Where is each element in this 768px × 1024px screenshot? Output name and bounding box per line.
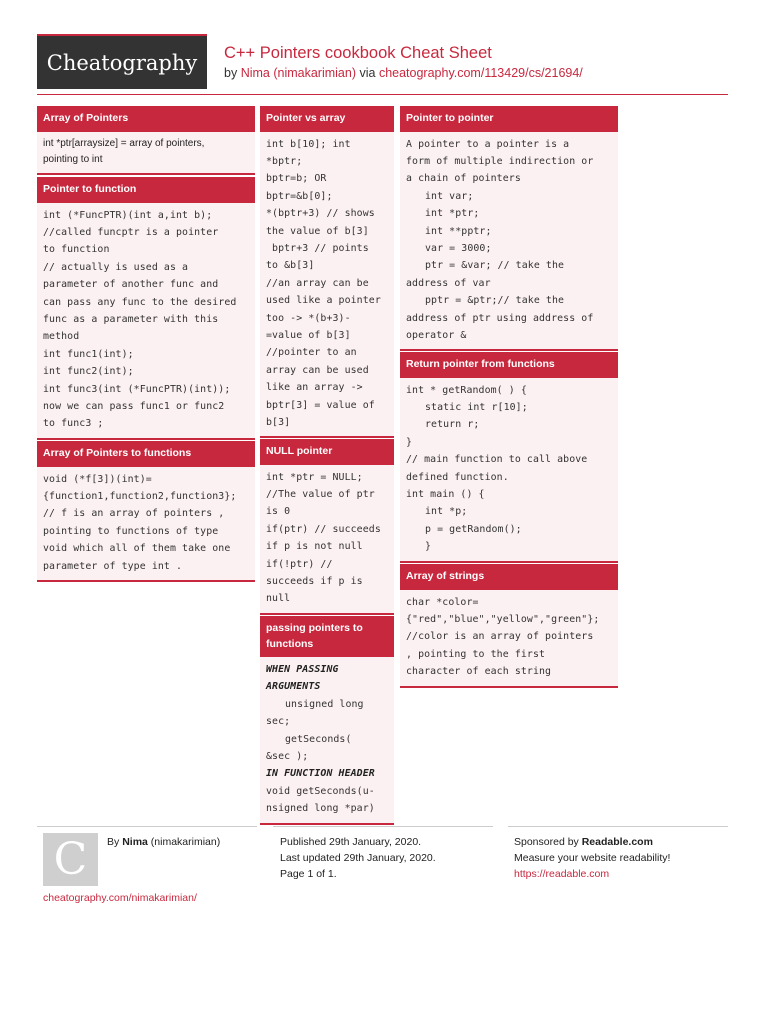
code-line: too -> *(b+3)- bbox=[266, 312, 351, 324]
footer-sponsor-tagline: Measure your website readability! bbox=[514, 852, 671, 864]
code-line: to function bbox=[43, 244, 110, 256]
code-line: int func1(int); bbox=[43, 348, 134, 360]
code-line: } bbox=[425, 541, 432, 553]
code-line: nsigned long *par) bbox=[266, 803, 375, 815]
box-title: Array of Pointers to functions bbox=[37, 441, 255, 467]
code-line: //color is an array of pointers bbox=[406, 631, 594, 643]
sheet-url-link[interactable]: cheatography.com/113429/cs/21694/ bbox=[378, 66, 583, 80]
code-line: int var; bbox=[425, 190, 474, 202]
code-line: {function1,function2,function3}; bbox=[43, 490, 237, 502]
code-line: pointing to functions of type bbox=[43, 525, 219, 537]
code-line: int * getRandom( ) { bbox=[406, 384, 527, 396]
box-title: Pointer vs array bbox=[260, 106, 394, 132]
code-line: A pointer to a pointer is a bbox=[406, 138, 570, 150]
box-title: NULL pointer bbox=[260, 439, 394, 465]
footer-divider bbox=[508, 826, 728, 827]
box-array-of-strings bbox=[400, 564, 618, 688]
code-line: now we can pass func1 or func2 bbox=[43, 400, 225, 412]
code-line: *bptr; bbox=[266, 155, 303, 167]
footer-sponsor-name[interactable]: Readable.com bbox=[581, 836, 653, 848]
code-line: is 0 bbox=[266, 506, 291, 518]
box-title: Pointer to pointer bbox=[400, 106, 618, 132]
code-line: unsigned long bbox=[285, 698, 364, 710]
code-line: //called funcptr is a pointer bbox=[43, 226, 219, 238]
code-line: operator & bbox=[406, 329, 467, 341]
byline-via: via bbox=[359, 66, 376, 80]
code-line: //The value of ptr bbox=[266, 488, 375, 500]
code-line: func as a parameter with this bbox=[43, 313, 219, 325]
footer-sponsor-url[interactable]: https://readable.com bbox=[514, 868, 610, 880]
text-line: int *ptr[arraysize] = array of pointers, bbox=[43, 137, 205, 149]
footer-divider bbox=[37, 826, 257, 827]
code-line: static int r[10]; bbox=[425, 401, 528, 413]
code-line: form of multiple indirection or bbox=[406, 155, 594, 167]
code-line: the value of b[3] bbox=[266, 225, 369, 237]
code-line: ptr = &var; // take the bbox=[425, 260, 565, 272]
footer-published: Published 29th January, 2020. bbox=[280, 836, 422, 848]
code-line: return r; bbox=[425, 419, 480, 431]
code-line: if(!ptr) // bbox=[266, 558, 333, 570]
box-title: passing pointers to functions bbox=[260, 616, 394, 657]
code-line: int main () { bbox=[406, 488, 485, 500]
code-line: int func2(int); bbox=[43, 366, 134, 378]
code-line: if p is not null bbox=[266, 541, 363, 553]
box-pointer-vs-array bbox=[260, 106, 394, 438]
box-pointer-to-function bbox=[37, 177, 255, 440]
code-line: succeeds if p is bbox=[266, 575, 363, 587]
footer-sponsor bbox=[514, 834, 653, 850]
code-line: parameter of type int . bbox=[43, 560, 183, 572]
code-line: } bbox=[406, 436, 413, 448]
byline bbox=[224, 66, 583, 80]
code-line: a chain of pointers bbox=[406, 173, 521, 185]
box-passing-pointers bbox=[260, 616, 394, 825]
code-line: {"red","blue","yellow","green"}; bbox=[406, 613, 600, 625]
code-line: void (*f[3])(int)= bbox=[43, 473, 152, 485]
box-array-of-pointers-to-functions bbox=[37, 441, 255, 582]
code-line: *(bptr+3) // shows bbox=[266, 208, 375, 220]
code-line: pptr = &ptr;// take the bbox=[425, 295, 565, 307]
code-line: defined function. bbox=[406, 471, 509, 483]
box-null-pointer bbox=[260, 439, 394, 615]
code-line: // f is an array of pointers , bbox=[43, 508, 225, 520]
code-line: &sec ); bbox=[266, 751, 309, 763]
code-line: =value of b[3] bbox=[266, 329, 351, 341]
code-line: if(ptr) // succeeds bbox=[266, 523, 381, 535]
code-line: int b[10]; int bbox=[266, 138, 351, 150]
box-title: Array of strings bbox=[400, 564, 618, 590]
code-line: method bbox=[43, 331, 80, 343]
code-line: // main function to call above bbox=[406, 454, 588, 466]
cheatography-logo[interactable]: Cheatography bbox=[37, 36, 207, 89]
box-title: Return pointer from functions bbox=[400, 352, 618, 378]
footer-author-name[interactable]: Nima bbox=[122, 836, 148, 848]
box-title: Array of Pointers bbox=[37, 106, 255, 132]
code-line: bptr[3] = value of bbox=[266, 399, 375, 411]
box-title: Pointer to function bbox=[37, 177, 255, 203]
page-title: C++ Pointers cookbook Cheat Sheet bbox=[224, 44, 492, 62]
code-line: char *color= bbox=[406, 596, 479, 608]
code-line: address of ptr using address of bbox=[406, 312, 594, 324]
code-line: IN FUNCTION HEADER bbox=[266, 768, 375, 780]
code-line: void getSeconds(u- bbox=[266, 785, 375, 797]
code-line: character of each string bbox=[406, 666, 552, 678]
code-line: sec; bbox=[266, 716, 291, 728]
footer-by: By bbox=[107, 836, 120, 848]
footer-divider bbox=[273, 826, 493, 827]
box-array-of-pointers bbox=[37, 106, 255, 175]
code-line: int *p; bbox=[425, 506, 468, 518]
code-line: can pass any func to the desired bbox=[43, 296, 237, 308]
code-line: //an array can be bbox=[266, 277, 369, 289]
header-divider bbox=[37, 94, 728, 95]
code-line: int **pptr; bbox=[425, 225, 492, 237]
code-line: like an array -> bbox=[266, 382, 363, 394]
code-line: WHEN PASSING bbox=[266, 664, 339, 675]
code-line: int *ptr; bbox=[425, 208, 480, 220]
code-line: var = 3000; bbox=[425, 242, 492, 254]
footer-page-number: Page 1 of 1. bbox=[280, 868, 337, 880]
footer-updated: Last updated 29th January, 2020. bbox=[280, 852, 436, 864]
footer-author-url[interactable]: cheatography.com/nimakarimian/ bbox=[43, 892, 197, 904]
footer-author-handle: (nimakarimian) bbox=[150, 836, 221, 848]
code-line: to &b[3] bbox=[266, 260, 315, 272]
author-link[interactable]: Nima (nimakarimian) bbox=[240, 66, 356, 80]
footer-sponsor-prefix: Sponsored by bbox=[514, 836, 579, 848]
code-line: b[3] bbox=[266, 417, 291, 428]
code-line: used like a pointer bbox=[266, 295, 381, 307]
code-line: void which all of them take one bbox=[43, 543, 231, 555]
code-line: null bbox=[266, 593, 291, 605]
text-line: pointing to int bbox=[43, 153, 103, 165]
footer-author bbox=[107, 834, 220, 850]
box-return-pointer bbox=[400, 352, 618, 563]
code-line: , pointing to the first bbox=[406, 648, 546, 660]
code-line: bptr=&b[0]; bbox=[266, 190, 333, 202]
code-line: parameter of another func and bbox=[43, 279, 219, 291]
avatar[interactable]: C bbox=[43, 833, 98, 886]
code-line: p = getRandom(); bbox=[425, 523, 522, 535]
box-pointer-to-pointer bbox=[400, 106, 618, 351]
code-line: // actually is used as a bbox=[43, 261, 189, 273]
code-line: int (*FuncPTR)(int a,int b); bbox=[43, 209, 213, 221]
code-line: address of var bbox=[406, 277, 491, 289]
code-line: to func3 ; bbox=[43, 418, 104, 430]
code-line: int func3(int (*FuncPTR)(int)); bbox=[43, 383, 231, 395]
code-line: //pointer to an bbox=[266, 347, 357, 359]
code-line: array can be used bbox=[266, 364, 369, 376]
code-line: getSeconds( bbox=[285, 733, 352, 745]
code-line: bptr=b; OR bbox=[266, 173, 327, 185]
code-line: bptr+3 // points bbox=[266, 242, 369, 254]
byline-by: by bbox=[224, 66, 238, 80]
code-line: ARGUMENTS bbox=[266, 681, 321, 693]
code-line: int *ptr = NULL; bbox=[266, 471, 363, 483]
